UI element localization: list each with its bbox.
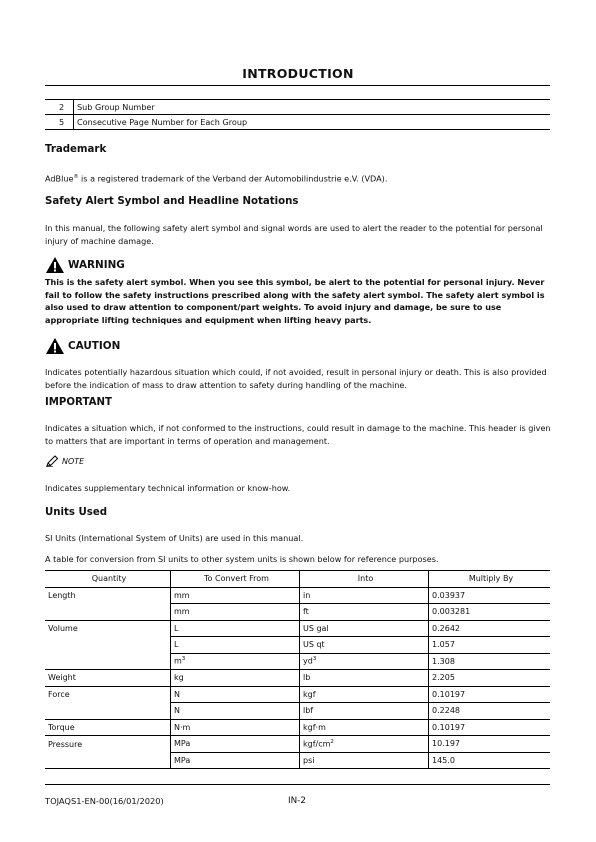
page-number: IN-2 — [288, 796, 306, 806]
into-cell: lb — [300, 670, 429, 687]
table-header-row — [45, 571, 550, 588]
from-cell: N·m — [171, 719, 300, 736]
multiply-cell: 0.003281 — [429, 604, 551, 621]
trademark-text — [45, 171, 555, 185]
trademark-statement: is a registered trademark of the Verband der Automobilindustrie e.V. (VDA). — [78, 173, 388, 184]
multiply-cell: 0.2248 — [429, 703, 551, 720]
table-row — [45, 703, 550, 720]
multiply-cell: 0.10197 — [429, 719, 551, 736]
brand-name: AdBlue — [45, 173, 74, 184]
conversion-table — [45, 570, 550, 769]
trademark-heading: Trademark — [45, 144, 107, 155]
quantity-cell — [45, 653, 171, 670]
quantity-cell — [45, 752, 171, 769]
footer-rule — [45, 784, 550, 785]
note-label: NOTE — [62, 456, 85, 466]
warning-triangle-icon — [45, 256, 65, 274]
into-cell: US qt — [300, 637, 429, 654]
caution-signal — [45, 337, 120, 355]
into-cell: in — [300, 587, 429, 604]
quantity-cell — [45, 637, 171, 654]
column-header: Into — [300, 571, 429, 588]
number-cell: 5 — [45, 115, 74, 130]
from-cell: kg — [171, 670, 300, 687]
into-cell: ft — [300, 604, 429, 621]
from-cell: L — [171, 637, 300, 654]
multiply-cell: 1.057 — [429, 637, 551, 654]
multiply-cell: 1.308 — [429, 653, 551, 670]
units-line-2: A table for conversion from SI units to other system units is shown below for reference purposes. — [45, 554, 439, 564]
pencil-icon — [45, 455, 59, 467]
caution-label: CAUTION — [68, 340, 121, 352]
from-cell: $m^3$ — [171, 653, 300, 670]
safety-heading: Safety Alert Symbol and Headline Notations — [45, 196, 299, 207]
description-cell: Sub Group Number — [74, 100, 551, 115]
quantity-cell: Volume — [48, 624, 78, 633]
from-cell: mm — [171, 587, 300, 604]
quantity-cell: Torque — [45, 719, 171, 736]
from-cell: MPa — [171, 752, 300, 769]
quantity-cell: Weight — [45, 670, 171, 687]
from-cell: N — [171, 686, 300, 703]
quantity-cell: Length — [48, 591, 76, 600]
quantity-cell — [45, 604, 171, 621]
table-row — [45, 752, 550, 769]
table-row — [45, 686, 550, 703]
column-header: Multiply By — [429, 571, 551, 588]
into-cell: kgf·m — [300, 719, 429, 736]
into-cell: kgf/$cm^2$ — [300, 736, 429, 753]
warning-text: This is the safety alert symbol. When you see this symbol, be alert to the potential for personal injury. Never fail to follow the safety instructions prescribed along with the safety alert symbol. The safety alert symbol is also used to draw attention to component/part weights. To avoid injury and damage, be sure to use appropriate lifting techniques and equipment when lifting heavy parts. — [45, 277, 545, 325]
header-rule — [45, 85, 550, 86]
table-row — [45, 587, 550, 604]
note-text: Indicates supplementary technical information or know-how. — [45, 483, 291, 493]
multiply-cell: 0.2642 — [429, 620, 551, 637]
quantity-cell — [45, 703, 171, 720]
units-line-1: SI Units (International System of Units) are used in this manual. — [45, 533, 304, 543]
table-row — [45, 637, 550, 654]
safety-intro: In this manual, the following safety alert symbol and signal words are used to alert the reader to the potential for personal injury of machine damage. — [45, 223, 543, 246]
from-cell: L — [171, 620, 300, 637]
important-heading: IMPORTANT — [45, 397, 112, 408]
warning-label: WARNING — [68, 259, 125, 271]
multiply-cell: 0.03937 — [429, 587, 551, 604]
caution-triangle-icon — [45, 337, 65, 355]
into-cell: kgf — [300, 686, 429, 703]
multiply-cell: 2.205 — [429, 670, 551, 687]
caution-text: Indicates potentially hazardous situation which could, if not avoided, result in personal injury or death. This is also provided before the indication of mass to draw attention to safety during handling of the machine. — [45, 367, 547, 390]
warning-signal — [45, 256, 125, 274]
description-cell: Consecutive Page Number for Each Group — [74, 115, 551, 130]
into-cell: US gal — [300, 620, 429, 637]
multiply-cell: 10.197 — [429, 736, 551, 753]
from-cell: mm — [171, 604, 300, 621]
quantity-cell: Pressure — [48, 739, 83, 749]
note-signal — [45, 455, 84, 467]
table-row — [45, 100, 550, 115]
number-table — [45, 99, 550, 130]
units-heading: Units Used — [45, 507, 108, 518]
into-cell: lbf — [300, 703, 429, 720]
page-title: INTRODUCTION — [242, 66, 354, 81]
into-cell: $yd^3$ — [300, 653, 429, 670]
into-cell: psi — [300, 752, 429, 769]
table-row — [45, 653, 550, 670]
document-id: TOJAQS1-EN-00(16/01/2020) — [45, 796, 164, 806]
table-row — [45, 670, 550, 687]
table-row — [45, 604, 550, 621]
quantity-cell: Force — [48, 690, 70, 699]
from-cell: MPa — [171, 736, 300, 753]
multiply-cell: 0.10197 — [429, 686, 551, 703]
column-header: To Convert From — [171, 571, 300, 588]
important-text: Indicates a situation which, if not conformed to the instructions, could result in damage to the machine. This header is given to matters that are important in terms of operation and management. — [45, 423, 551, 446]
number-cell: 2 — [45, 100, 74, 115]
registered-mark: ® — [73, 174, 79, 180]
column-header: Quantity — [45, 571, 171, 588]
multiply-cell: 145.0 — [429, 752, 551, 769]
from-cell: N — [171, 703, 300, 720]
table-row — [45, 620, 550, 637]
table-row — [45, 736, 550, 753]
table-row — [45, 115, 550, 130]
table-row — [45, 719, 550, 736]
